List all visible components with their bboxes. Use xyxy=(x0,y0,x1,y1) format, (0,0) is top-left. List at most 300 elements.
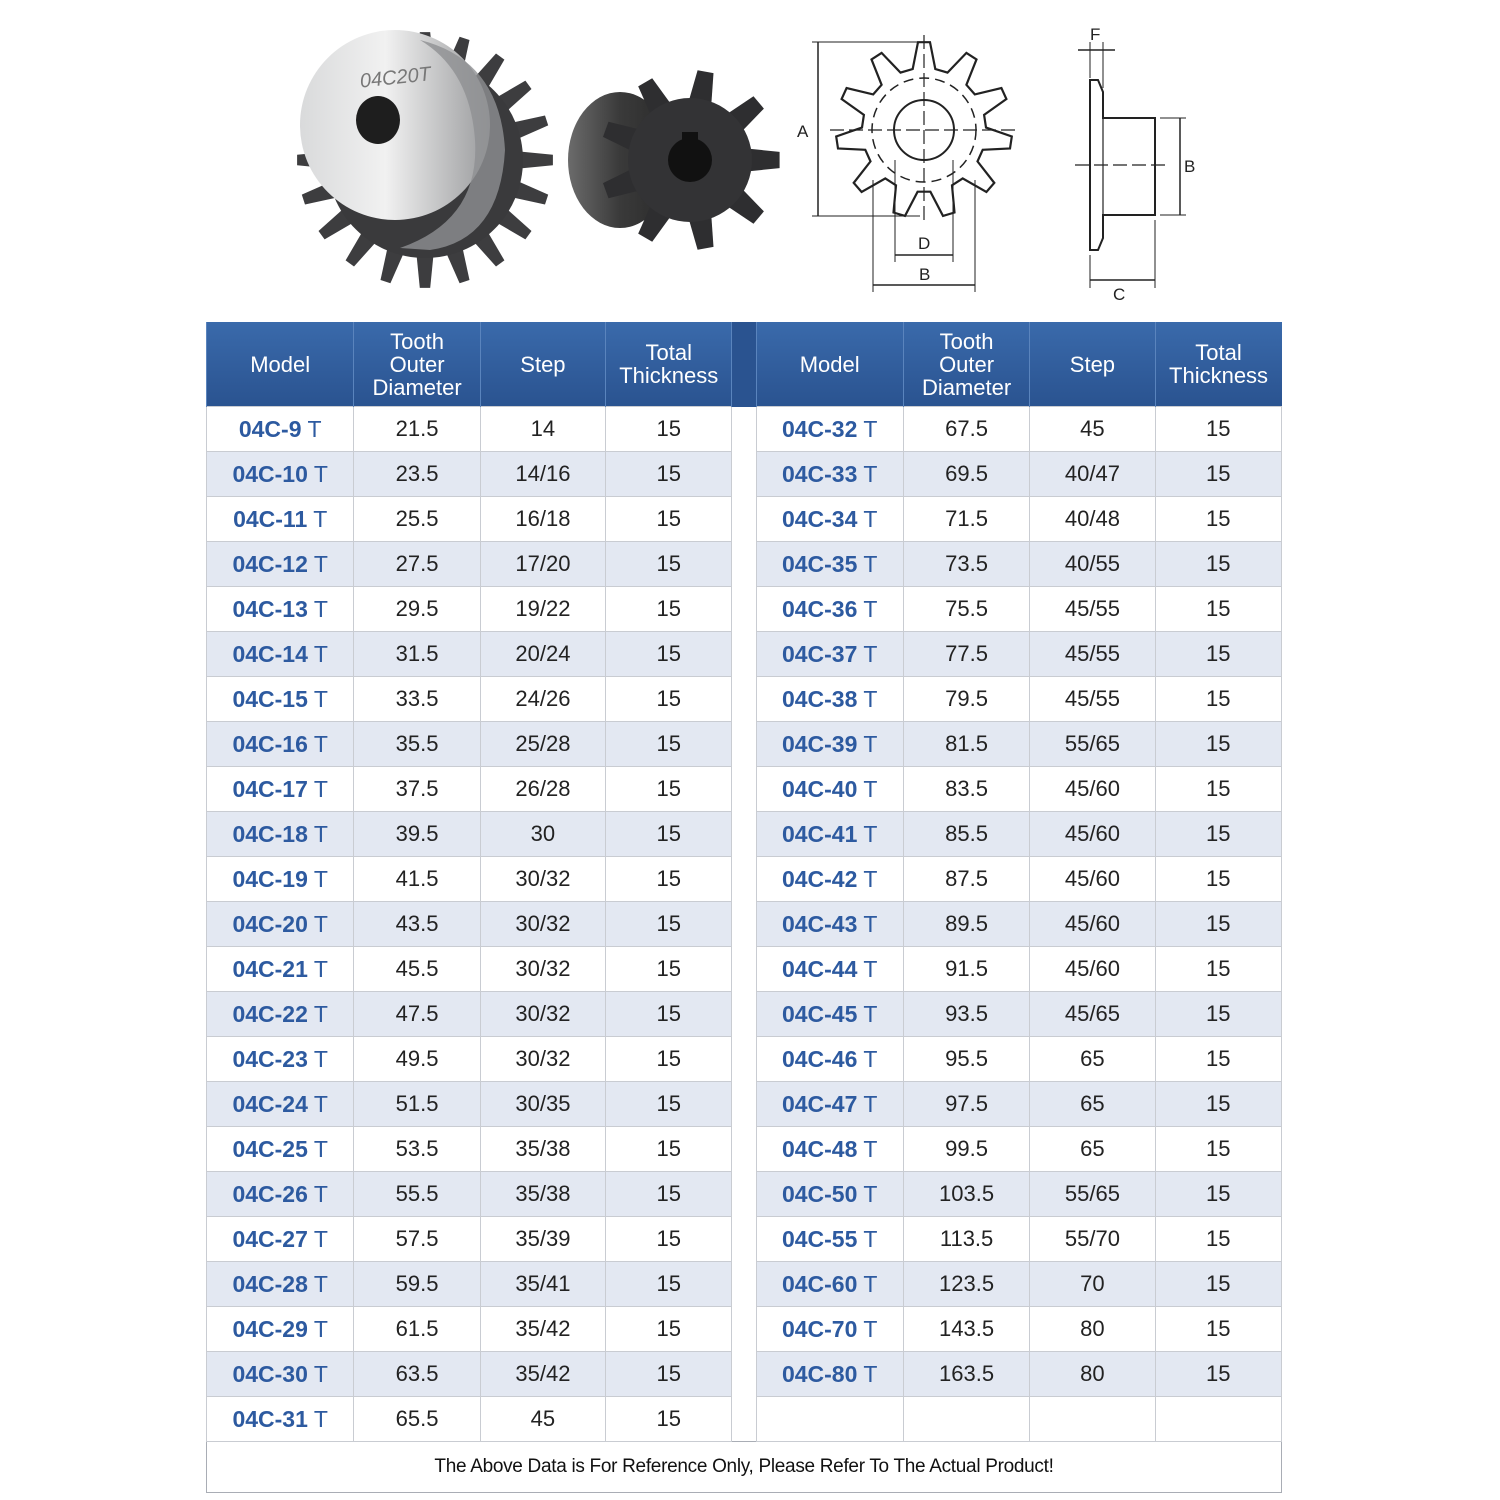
tooth-outer-diameter-cell: 43.5 xyxy=(354,902,480,947)
model-cell xyxy=(756,677,903,722)
step-cell: 35/42 xyxy=(480,1352,605,1397)
table-row xyxy=(207,1217,1282,1262)
column-divider xyxy=(732,1307,756,1352)
model-suffix: T xyxy=(313,1135,328,1162)
total-thickness-cell: 15 xyxy=(1155,1352,1281,1397)
model-number: 04C-36 xyxy=(781,595,858,622)
model-cell xyxy=(207,857,354,902)
step-cell: 45/65 xyxy=(1030,992,1155,1037)
column-divider xyxy=(732,452,756,497)
column-divider xyxy=(732,857,756,902)
model-cell xyxy=(756,902,903,947)
model-suffix: T xyxy=(313,1090,328,1117)
model-suffix: T xyxy=(313,820,328,847)
model-number: 04C-32 xyxy=(781,415,858,442)
tooth-outer-diameter-cell: 31.5 xyxy=(354,632,480,677)
tooth-outer-diameter-cell: 87.5 xyxy=(903,857,1029,902)
step-cell: 24/26 xyxy=(480,677,605,722)
large-sprocket-photo xyxy=(297,30,553,288)
step-cell: 55/65 xyxy=(1030,722,1155,767)
model-suffix: T xyxy=(863,685,878,712)
model-cell xyxy=(756,632,903,677)
model-cell xyxy=(756,767,903,812)
total-thickness-cell: 15 xyxy=(1155,992,1281,1037)
product-illustration xyxy=(0,0,1500,318)
model-suffix: T xyxy=(313,1180,328,1207)
table-row xyxy=(207,587,1282,632)
model-cell xyxy=(756,1307,903,1352)
total-thickness-cell: 15 xyxy=(1155,812,1281,857)
model-number: 04C-21 xyxy=(232,955,308,982)
tooth-outer-diameter-cell: 67.5 xyxy=(903,407,1029,452)
total-thickness-cell: 15 xyxy=(1155,497,1281,542)
model-suffix: T xyxy=(313,1315,328,1342)
step-cell: 35/41 xyxy=(480,1262,605,1307)
total-thickness-cell: 15 xyxy=(606,1262,732,1307)
table-header-row xyxy=(207,322,1282,407)
model-suffix: T xyxy=(313,1225,328,1252)
table-row xyxy=(207,542,1282,587)
model-suffix: T xyxy=(863,640,878,667)
tooth-outer-diameter-cell: 25.5 xyxy=(354,497,480,542)
header-total-thickness: Total Thickness xyxy=(606,322,732,407)
label-c: C xyxy=(1113,285,1126,304)
total-thickness-cell: 15 xyxy=(606,1307,732,1352)
tooth-outer-diameter-cell: 97.5 xyxy=(903,1082,1029,1127)
model-suffix: T xyxy=(863,1045,878,1072)
model-cell xyxy=(756,992,903,1037)
total-thickness-cell: 15 xyxy=(606,947,732,992)
step-cell: 55/65 xyxy=(1030,1172,1155,1217)
model-cell xyxy=(207,812,354,857)
header-model: Model xyxy=(207,322,354,407)
step-cell: 30/32 xyxy=(480,1037,605,1082)
step-cell: 30/35 xyxy=(480,1082,605,1127)
table-footer-row xyxy=(207,1442,1282,1493)
tooth-outer-diameter-cell: 163.5 xyxy=(903,1352,1029,1397)
model-number: 04C-37 xyxy=(781,640,858,667)
sprocket-tooth xyxy=(417,255,434,288)
column-divider xyxy=(732,812,756,857)
column-divider xyxy=(732,1037,756,1082)
step-cell: 70 xyxy=(1030,1262,1155,1307)
column-divider xyxy=(732,992,756,1037)
model-suffix: T xyxy=(863,730,878,757)
model-suffix: T xyxy=(863,505,878,532)
step-cell: 65 xyxy=(1030,1082,1155,1127)
total-thickness-cell: 15 xyxy=(606,1217,732,1262)
table-row xyxy=(207,1262,1282,1307)
step-cell xyxy=(1030,1397,1155,1442)
total-thickness-cell xyxy=(1155,1397,1281,1442)
total-thickness-cell: 15 xyxy=(606,857,732,902)
model-number: 04C-17 xyxy=(232,775,308,802)
total-thickness-cell: 15 xyxy=(1155,857,1281,902)
model-cell xyxy=(756,542,903,587)
column-divider xyxy=(732,632,756,677)
column-divider xyxy=(732,1217,756,1262)
model-suffix: T xyxy=(313,685,328,712)
model-suffix: T xyxy=(313,910,328,937)
table-row xyxy=(207,632,1282,677)
model-cell xyxy=(207,632,354,677)
model-number: 04C-70 xyxy=(781,1315,858,1342)
model-cell xyxy=(756,407,903,452)
total-thickness-cell: 15 xyxy=(1155,632,1281,677)
model-suffix: T xyxy=(863,550,878,577)
model-cell xyxy=(756,1037,903,1082)
model-suffix: T xyxy=(863,910,878,937)
model-number: 04C-50 xyxy=(781,1180,858,1207)
tooth-outer-diameter-cell: 85.5 xyxy=(903,812,1029,857)
model-suffix: T xyxy=(863,955,878,982)
total-thickness-cell: 15 xyxy=(606,992,732,1037)
total-thickness-cell: 15 xyxy=(1155,407,1281,452)
table-row xyxy=(207,1397,1282,1442)
model-suffix: T xyxy=(307,415,322,442)
column-divider xyxy=(732,767,756,812)
column-divider xyxy=(732,947,756,992)
step-cell: 20/24 xyxy=(480,632,605,677)
total-thickness-cell: 15 xyxy=(606,722,732,767)
model-number: 04C-35 xyxy=(781,550,858,577)
step-cell: 45/55 xyxy=(1030,677,1155,722)
column-divider xyxy=(732,1262,756,1307)
model-suffix: T xyxy=(313,1360,328,1387)
tooth-outer-diameter-cell: 95.5 xyxy=(903,1037,1029,1082)
product-image-area xyxy=(0,0,1500,318)
total-thickness-cell: 15 xyxy=(1155,1082,1281,1127)
table-row xyxy=(207,902,1282,947)
model-cell xyxy=(207,1352,354,1397)
tooth-outer-diameter-cell: 21.5 xyxy=(354,407,480,452)
spec-table xyxy=(206,322,1282,1493)
table-row xyxy=(207,677,1282,722)
total-thickness-cell: 15 xyxy=(1155,1262,1281,1307)
total-thickness-cell: 15 xyxy=(1155,1307,1281,1352)
tooth-outer-diameter-cell: 69.5 xyxy=(903,452,1029,497)
table-row xyxy=(207,767,1282,812)
model-number: 04C-43 xyxy=(781,910,858,937)
total-thickness-cell: 15 xyxy=(606,1172,732,1217)
header-tooth-outer-diameter: Tooth Outer Diameter xyxy=(354,322,480,407)
step-cell: 45/55 xyxy=(1030,632,1155,677)
tooth-outer-diameter-cell: 71.5 xyxy=(903,497,1029,542)
model-number: 04C-30 xyxy=(232,1360,308,1387)
total-thickness-cell: 15 xyxy=(606,1127,732,1172)
tooth-outer-diameter-cell xyxy=(903,1397,1029,1442)
step-cell: 40/55 xyxy=(1030,542,1155,587)
tooth-outer-diameter-cell: 63.5 xyxy=(354,1352,480,1397)
model-cell xyxy=(207,1397,354,1442)
total-thickness-cell: 15 xyxy=(606,1082,732,1127)
tooth-outer-diameter-cell: 53.5 xyxy=(354,1127,480,1172)
step-cell: 65 xyxy=(1030,1127,1155,1172)
step-cell: 40/48 xyxy=(1030,497,1155,542)
table-row xyxy=(207,722,1282,767)
tooth-outer-diameter-cell: 59.5 xyxy=(354,1262,480,1307)
tooth-outer-diameter-cell: 61.5 xyxy=(354,1307,480,1352)
tooth-outer-diameter-cell: 51.5 xyxy=(354,1082,480,1127)
model-number: 04C-9 xyxy=(238,415,302,442)
model-suffix: T xyxy=(313,640,328,667)
total-thickness-cell: 15 xyxy=(1155,902,1281,947)
table-row xyxy=(207,812,1282,857)
model-suffix: T xyxy=(313,865,328,892)
model-suffix: T xyxy=(863,1135,878,1162)
model-number: 04C-22 xyxy=(232,1000,308,1027)
table-row xyxy=(207,992,1282,1037)
model-cell xyxy=(207,902,354,947)
step-cell: 26/28 xyxy=(480,767,605,812)
tooth-outer-diameter-cell: 29.5 xyxy=(354,587,480,632)
model-cell xyxy=(756,812,903,857)
step-cell: 30/32 xyxy=(480,902,605,947)
model-number: 04C-60 xyxy=(781,1270,858,1297)
model-number: 04C-44 xyxy=(781,955,858,982)
model-cell xyxy=(207,1307,354,1352)
model-cell xyxy=(756,452,903,497)
total-thickness-cell: 15 xyxy=(606,767,732,812)
step-cell: 45/60 xyxy=(1030,767,1155,812)
model-number: 04C-11 xyxy=(233,505,308,532)
model-cell xyxy=(207,452,354,497)
label-b-front: B xyxy=(919,265,931,284)
tooth-outer-diameter-cell: 45.5 xyxy=(354,947,480,992)
total-thickness-cell: 15 xyxy=(1155,1172,1281,1217)
model-cell xyxy=(207,1037,354,1082)
total-thickness-cell: 15 xyxy=(606,587,732,632)
label-b-side: B xyxy=(1184,157,1196,176)
tooth-outer-diameter-cell: 79.5 xyxy=(903,677,1029,722)
column-divider xyxy=(732,1352,756,1397)
step-cell: 45/55 xyxy=(1030,587,1155,632)
model-suffix: T xyxy=(313,730,328,757)
step-cell: 30/32 xyxy=(480,857,605,902)
step-cell: 19/22 xyxy=(480,587,605,632)
header-step: Step xyxy=(1030,322,1155,407)
model-number: 04C-15 xyxy=(232,685,308,712)
total-thickness-cell: 15 xyxy=(1155,452,1281,497)
table-row xyxy=(207,1352,1282,1397)
column-divider xyxy=(732,407,756,452)
model-suffix: T xyxy=(863,775,878,802)
model-number: 04C-13 xyxy=(232,595,308,622)
total-thickness-cell: 15 xyxy=(1155,1127,1281,1172)
model-suffix: T xyxy=(863,1360,878,1387)
total-thickness-cell: 15 xyxy=(1155,587,1281,632)
model-suffix: T xyxy=(313,1270,328,1297)
side-view-drawing xyxy=(1075,42,1186,288)
model-number: 04C-42 xyxy=(781,865,858,892)
column-divider xyxy=(732,497,756,542)
tooth-outer-diameter-cell: 35.5 xyxy=(354,722,480,767)
column-divider xyxy=(732,1397,756,1442)
sprocket-tooth xyxy=(520,152,553,169)
model-number: 04C-29 xyxy=(232,1315,308,1342)
table-row xyxy=(207,857,1282,902)
tooth-outer-diameter-cell: 33.5 xyxy=(354,677,480,722)
model-cell xyxy=(207,767,354,812)
total-thickness-cell: 15 xyxy=(1155,947,1281,992)
model-number: 04C-20 xyxy=(232,910,308,937)
model-cell xyxy=(207,1172,354,1217)
tooth-outer-diameter-cell: 65.5 xyxy=(354,1397,480,1442)
model-number: 04C-19 xyxy=(232,865,308,892)
model-cell xyxy=(756,1082,903,1127)
tooth-outer-diameter-cell: 23.5 xyxy=(354,452,480,497)
table-row xyxy=(207,452,1282,497)
header-model: Model xyxy=(756,322,903,407)
table-row xyxy=(207,1127,1282,1172)
model-cell xyxy=(207,1127,354,1172)
total-thickness-cell: 15 xyxy=(606,902,732,947)
model-suffix: T xyxy=(313,955,328,982)
model-cell xyxy=(756,497,903,542)
tooth-outer-diameter-cell: 55.5 xyxy=(354,1172,480,1217)
column-divider xyxy=(732,1127,756,1172)
step-cell: 45 xyxy=(480,1397,605,1442)
front-view-drawing xyxy=(812,35,1020,292)
model-number: 04C-28 xyxy=(232,1270,308,1297)
total-thickness-cell: 15 xyxy=(1155,767,1281,812)
column-divider xyxy=(732,722,756,767)
step-cell: 30/32 xyxy=(480,947,605,992)
model-number: 04C-16 xyxy=(232,730,308,757)
model-cell xyxy=(207,947,354,992)
table-row xyxy=(207,407,1282,452)
step-cell: 14 xyxy=(480,407,605,452)
total-thickness-cell: 15 xyxy=(1155,542,1281,587)
model-number: 04C-18 xyxy=(232,820,308,847)
total-thickness-cell: 15 xyxy=(606,677,732,722)
model-number: 04C-23 xyxy=(232,1045,308,1072)
step-cell: 16/18 xyxy=(480,497,605,542)
model-cell xyxy=(756,1217,903,1262)
step-cell: 17/20 xyxy=(480,542,605,587)
tooth-outer-diameter-cell: 57.5 xyxy=(354,1217,480,1262)
model-suffix: T xyxy=(313,775,328,802)
model-cell xyxy=(207,1217,354,1262)
label-f: F xyxy=(1090,25,1101,44)
tooth-outer-diameter-cell: 77.5 xyxy=(903,632,1029,677)
table-row xyxy=(207,1307,1282,1352)
total-thickness-cell: 15 xyxy=(606,497,732,542)
model-number: 04C-80 xyxy=(781,1360,858,1387)
model-suffix: T xyxy=(313,505,328,532)
label-a: A xyxy=(797,122,809,141)
model-cell xyxy=(207,677,354,722)
model-number: 04C-26 xyxy=(232,1180,308,1207)
model-cell xyxy=(756,947,903,992)
tooth-outer-diameter-cell: 49.5 xyxy=(354,1037,480,1082)
model-suffix: T xyxy=(313,1045,328,1072)
step-cell: 30/32 xyxy=(480,992,605,1037)
model-cell xyxy=(756,1127,903,1172)
model-cell xyxy=(756,587,903,632)
model-suffix: T xyxy=(863,1180,878,1207)
model-cell xyxy=(756,1172,903,1217)
model-number: 04C-38 xyxy=(781,685,858,712)
model-number: 04C-25 xyxy=(232,1135,308,1162)
table-row xyxy=(207,1172,1282,1217)
column-divider xyxy=(732,587,756,632)
tooth-outer-diameter-cell: 27.5 xyxy=(354,542,480,587)
model-cell xyxy=(207,1262,354,1307)
step-cell: 14/16 xyxy=(480,452,605,497)
model-number: 04C-55 xyxy=(781,1225,858,1252)
step-cell: 45/60 xyxy=(1030,902,1155,947)
model-suffix: T xyxy=(863,415,878,442)
header-divider xyxy=(732,322,756,407)
header-tooth-outer-diameter: Tooth Outer Diameter xyxy=(903,322,1029,407)
step-cell: 80 xyxy=(1030,1307,1155,1352)
model-number: 04C-48 xyxy=(781,1135,858,1162)
table-row xyxy=(207,497,1282,542)
model-suffix: T xyxy=(863,1090,878,1117)
tooth-outer-diameter-cell: 81.5 xyxy=(903,722,1029,767)
model-suffix: T xyxy=(863,1315,878,1342)
model-cell xyxy=(207,1082,354,1127)
header-total-thickness: Total Thickness xyxy=(1155,322,1281,407)
model-suffix: T xyxy=(863,460,878,487)
step-cell: 25/28 xyxy=(480,722,605,767)
total-thickness-cell: 15 xyxy=(606,407,732,452)
model-number: 04C-31 xyxy=(232,1405,308,1432)
model-number: 04C-33 xyxy=(781,460,858,487)
table-row xyxy=(207,1037,1282,1082)
model-number: 04C-27 xyxy=(232,1225,308,1252)
small-sprocket-photo xyxy=(568,70,780,249)
model-cell xyxy=(207,587,354,632)
model-number: 04C-40 xyxy=(781,775,858,802)
model-suffix: T xyxy=(863,1000,878,1027)
model-number: 04C-34 xyxy=(781,505,858,532)
step-cell: 30 xyxy=(480,812,605,857)
model-cell xyxy=(756,1397,903,1442)
total-thickness-cell: 15 xyxy=(606,452,732,497)
step-cell: 35/39 xyxy=(480,1217,605,1262)
model-suffix: T xyxy=(863,1225,878,1252)
tooth-outer-diameter-cell: 37.5 xyxy=(354,767,480,812)
column-divider xyxy=(732,902,756,947)
tooth-outer-diameter-cell: 113.5 xyxy=(903,1217,1029,1262)
tooth-outer-diameter-cell: 143.5 xyxy=(903,1307,1029,1352)
step-cell: 35/42 xyxy=(480,1307,605,1352)
step-cell: 45/60 xyxy=(1030,857,1155,902)
model-number: 04C-45 xyxy=(781,1000,858,1027)
model-cell xyxy=(207,407,354,452)
step-cell: 35/38 xyxy=(480,1127,605,1172)
model-suffix: T xyxy=(313,595,328,622)
step-cell: 35/38 xyxy=(480,1172,605,1217)
tooth-outer-diameter-cell: 83.5 xyxy=(903,767,1029,812)
total-thickness-cell: 15 xyxy=(606,1397,732,1442)
header-step: Step xyxy=(480,322,605,407)
tooth-outer-diameter-cell: 89.5 xyxy=(903,902,1029,947)
column-divider xyxy=(732,1082,756,1127)
model-cell xyxy=(207,497,354,542)
reference-note: The Above Data is For Reference Only, Please Refer To The Actual Product! xyxy=(207,1442,1282,1493)
total-thickness-cell: 15 xyxy=(606,542,732,587)
tooth-outer-diameter-cell: 103.5 xyxy=(903,1172,1029,1217)
model-number: 04C-47 xyxy=(781,1090,858,1117)
model-cell xyxy=(207,992,354,1037)
model-suffix: T xyxy=(313,1000,328,1027)
total-thickness-cell: 15 xyxy=(606,1037,732,1082)
hub-marking: 04C20T xyxy=(358,63,432,93)
column-divider xyxy=(732,677,756,722)
